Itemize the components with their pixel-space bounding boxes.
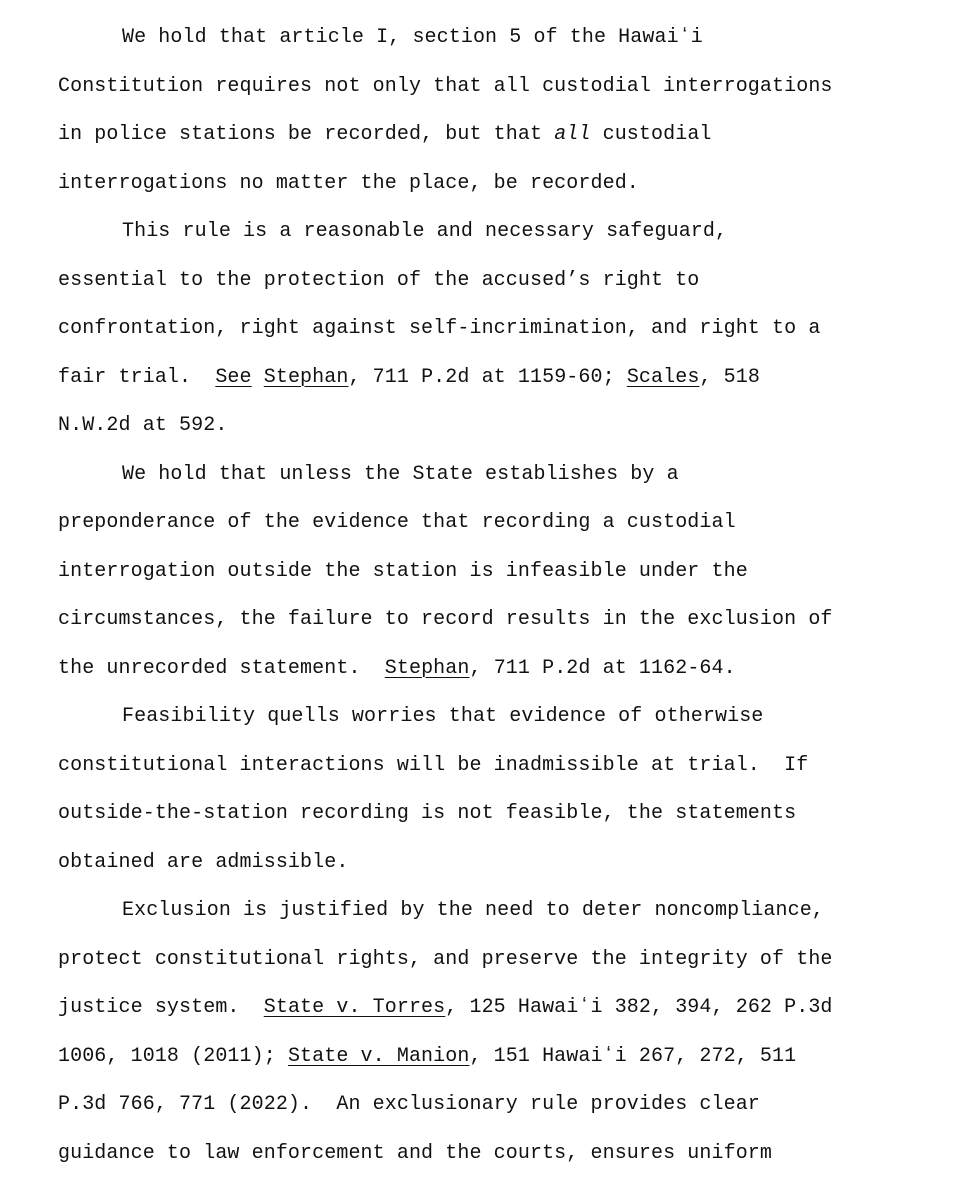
text-run: , 711 P.2d at 1159-60; (348, 365, 627, 389)
text-run: obtained are admissible. (58, 850, 349, 874)
text-run: 1006, 1018 (2011); (58, 1044, 288, 1068)
text-run: This rule is a reasonable and necessary safeguard, (122, 220, 728, 243)
text-run: , 125 Hawaiʻi 382, 394, 262 P.3d (445, 996, 833, 1019)
text-run: protect constitutional rights, and preserve the integrity of the (58, 947, 833, 971)
text-line (58, 936, 958, 985)
text-line (58, 1130, 958, 1179)
emphasis-text: all (554, 123, 591, 146)
text-run: in police stations be recorded, but that (58, 123, 555, 146)
case-citation: State v. Torres (263, 996, 446, 1019)
case-citation: See (215, 365, 252, 389)
text-run: justice system. (58, 996, 264, 1019)
paragraph (58, 208, 958, 451)
text-run: fair trial. (58, 365, 216, 389)
text-run: , 711 P.2d at 1162-64. (469, 656, 736, 680)
text-line (58, 1033, 958, 1082)
text-line (58, 402, 958, 451)
text-run: Feasibility quells worries that evidence of otherwise (122, 705, 764, 728)
case-citation: Stephan (384, 656, 470, 680)
text-line (58, 354, 958, 403)
text-line (58, 305, 958, 354)
text-line (58, 14, 958, 63)
text-run: We hold that article I, section 5 of the Hawaiʻi (122, 26, 703, 49)
paragraph (58, 14, 958, 208)
paragraph (58, 693, 958, 887)
text-run: P.3d 766, 771 (2022). An exclusionary rule provides clear (58, 1093, 760, 1116)
text-line (58, 984, 958, 1033)
text-line (58, 596, 958, 645)
text-run: We hold that unless the State establishes by a (122, 462, 679, 486)
text-line (58, 208, 958, 257)
text-run: , 151 Hawaiʻi 267, 272, 511 (469, 1044, 797, 1068)
text-run: interrogations no matter the place, be recorded. (58, 171, 639, 195)
text-line (58, 645, 958, 694)
text-line (58, 499, 958, 548)
paragraph (58, 451, 958, 694)
case-citation: Stephan (263, 365, 349, 389)
text-line (58, 790, 958, 839)
text-line (58, 257, 958, 306)
text-run: guidance to law enforcement and the courts, ensures uniform (58, 1141, 773, 1165)
text-run (252, 366, 264, 389)
text-run: interrogation outside the station is infeasible under the (58, 559, 748, 583)
text-run: outside-the-station recording is not feasible, the statements (58, 802, 797, 825)
text-run: N.W.2d at 592. (58, 414, 228, 437)
text-run: preponderance of the evidence that recording a custodial (58, 511, 736, 534)
text-line (58, 1081, 958, 1130)
text-run: Exclusion is justified by the need to deter noncompliance, (122, 899, 824, 922)
text-run: Constitution requires not only that all custodial interrogations (58, 74, 833, 98)
text-run: circumstances, the failure to record results in the exclusion of (58, 608, 833, 631)
text-run: confrontation, right against self-incrimination, and right to a (58, 317, 821, 340)
text-line (58, 548, 958, 597)
text-run: constitutional interactions will be inadmissible at trial. If (58, 753, 809, 777)
text-line (58, 887, 958, 936)
text-line (58, 693, 958, 742)
text-line (58, 160, 958, 209)
text-line (58, 742, 958, 791)
text-line (58, 111, 958, 160)
case-citation: Scales (626, 365, 700, 389)
paragraph (58, 887, 958, 1178)
text-line (58, 63, 958, 112)
text-run: , 518 (699, 365, 760, 389)
text-run: essential to the protection of the accused’s right to (58, 268, 700, 292)
text-run: the unrecorded statement. (58, 656, 385, 680)
document-page (58, 14, 958, 1178)
text-line (58, 839, 958, 888)
text-line (58, 451, 958, 500)
case-citation: State v. Manion (287, 1044, 470, 1068)
text-run: custodial (590, 123, 712, 146)
